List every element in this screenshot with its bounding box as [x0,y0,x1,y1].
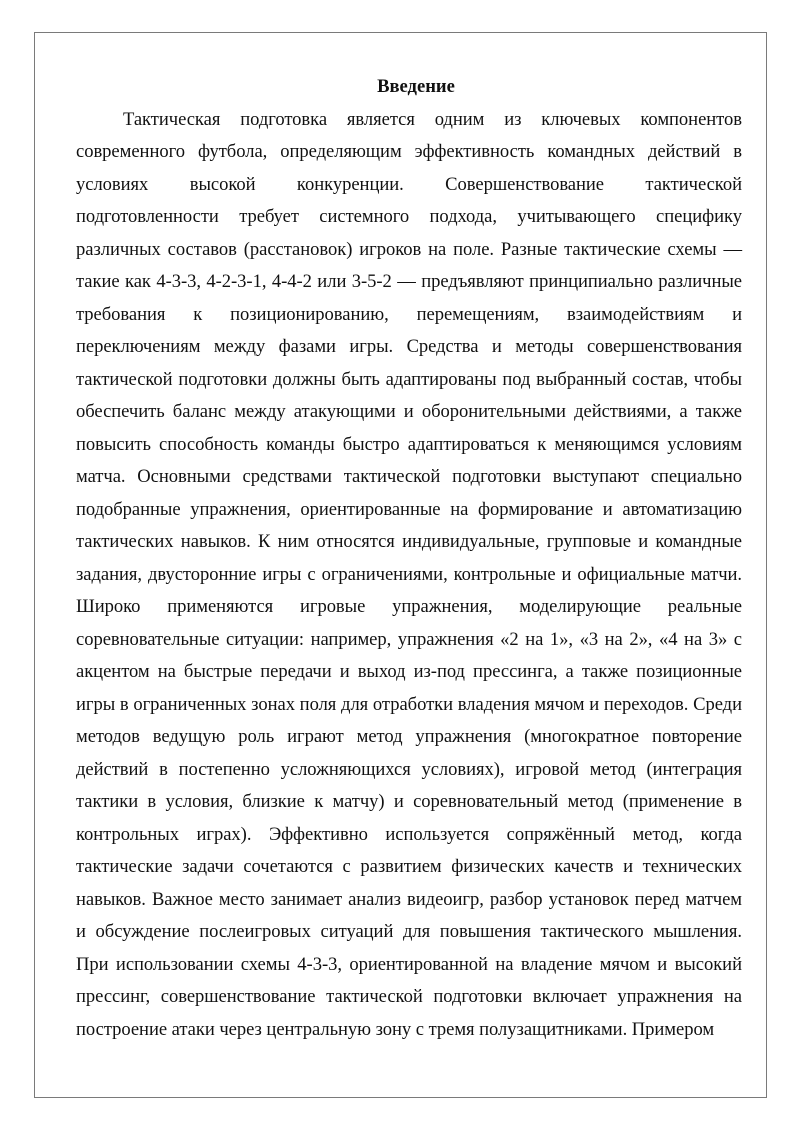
body-paragraph: Тактическая подготовка является одним из ключевых компонентов современного футбола, определяющим эффективность командных действий в условиях высокой конкуренции. Совершенствование тактической подготовленности требует системного подхода, учитывающего специфику различных составов (расстановок) игроков на поле. Разные тактические схемы — такие как 4-3-3, 4-2-3-1, 4-4-2 или 3-5-2 — предъявляют принципиально различные требования к позиционированию, перемещениям, взаимодействиям и переключениям между фазами игры. Средства и методы совершенствования тактической подготовки должны быть адаптированы под выбранный состав, чтобы обеспечить баланс между атакующими и оборонительными действиями, а также повысить способность команды быстро адаптироваться к меняющимся условиям матча. Основными средствами тактической подготовки выступают специально подобранные упражнения, ориентированные на формирование и автоматизацию тактических навыков. К ним относятся индивидуальные, групповые и командные задания, двусторонние игры с ограничениями, контрольные и официальные матчи. Широко применяются игровые упражнения, моделирующие реальные соревновательные ситуации: например, упражнения «2 на 1», «3 на 2», «4 на 3» с акцентом на быстрые передачи и выход из-под прессинга, а также позиционные игры в ограниченных зонах поля для отработки владения мячом и переходов. Среди методов ведущую роль играют метод упражнения (многократное повторение действий в постепенно усложняющихся условиях), игровой метод (интеграция тактики в условия, близкие к матчу) и соревновательный метод (применение в контрольных играх). Эффективно используется сопряжённый метод, когда тактические задачи сочетаются с развитием физических качеств и технических навыков. Важное место занимает анализ видеоигр, разбор установок перед матчем и обсуждение послеигровых ситуаций для повышения тактического мышления. При использовании схемы 4-3-3, ориентированной на владение мячом и высокий прессинг, совершенствование тактической подготовки включает упражнения на построение атаки через центральную зону с тремя полузащитниками. Примером [76,108,742,1040]
document-body[interactable] [76,71,742,1046]
section-heading: Введение [377,76,455,97]
